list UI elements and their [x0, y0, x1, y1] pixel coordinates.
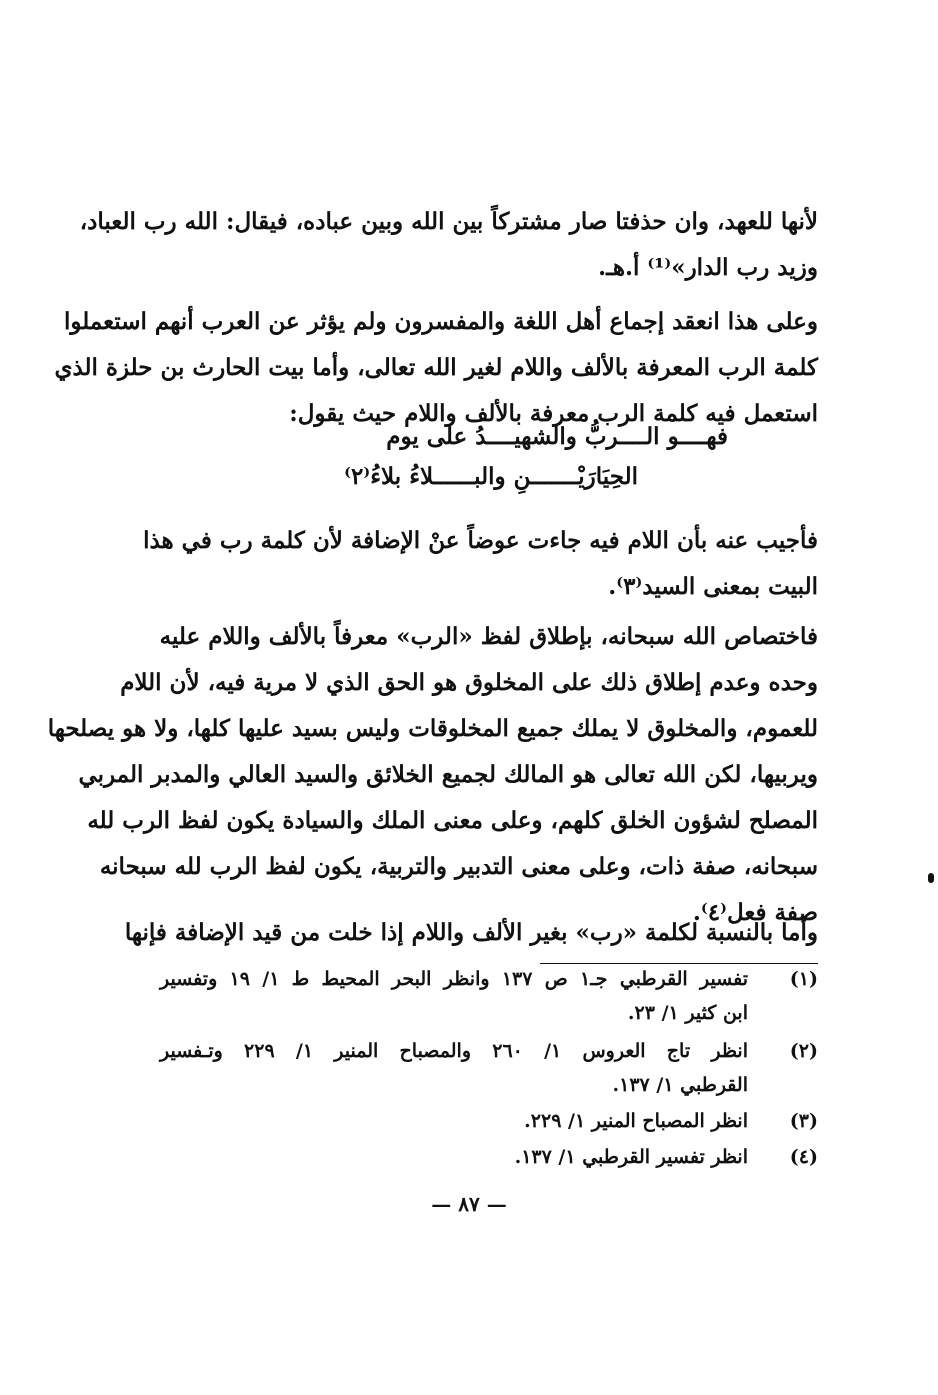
footnote-1 — [0, 962, 938, 1032]
footnote-text — [160, 1034, 748, 1102]
paragraph-5 — [124, 910, 818, 956]
text-line: وأما بالنسبة لكلمة «رب» بغير الألف واللام إذا خلت من قيد الإضافة فإنها — [124, 919, 818, 946]
footnote-number: (٢) — [789, 1040, 818, 1062]
paragraph-2 — [54, 299, 818, 437]
text-line: فأجيب عنه بأن اللام فيه جاءت عوضاً عنْ الإضافة لأن كلمة رب في هذا — [143, 527, 818, 554]
text-line: كلمة الرب المعرفة بالألف واللام لغير الله تعالى، وأما بيت الحارث بن حلزة الذي — [54, 354, 818, 381]
footnote-number: (٤) — [789, 1146, 818, 1168]
footnote-text — [160, 1140, 748, 1174]
verse-line-2: الحِيَارَيْـــــــنِ والبــــــلاءُ بلاءُ⁽٢⁾ — [344, 463, 638, 490]
footnote-line: ابن كثير ١/ ٢٣. — [627, 1002, 748, 1024]
footnote-line: انظر المصباح المنير ١/ ٢٢٩. — [524, 1110, 748, 1132]
text-line: للعموم، والمخلوق لا يملك جميع المخلوقات وليس بسيد عليها كلها، ولا هو يصلحها — [47, 715, 818, 742]
footnote-4 — [0, 1140, 938, 1176]
text-line: فاختصاص الله سبحانه، بإطلاق لفظ «الرب» معرفاً بالألف واللام عليه — [159, 623, 818, 650]
footnote-2 — [0, 1034, 938, 1104]
text-line: ويربيها، لكن الله تعالى هو المالك لجميع الخلائق والسيد العالي والمدبر المربي — [78, 761, 818, 788]
text-line: صفة فعل⁽٤⁾. — [692, 899, 818, 926]
text-line: لأنها للعهد، وان حذفتا صار مشتركاً بين الله وبين عباده، فيقال: الله رب العباد، — [79, 208, 818, 235]
text-line: سبحانه، صفة ذات، وعلى معنى التدبير والتربية، يكون لفظ الرب لله سبحانه — [99, 853, 818, 880]
text-line: البيت بمعنى السيد⁽٣⁾. — [608, 573, 818, 600]
paragraph-4 — [47, 614, 818, 936]
footnote-line: انظر تاج العروس ١/ ٢٦٠ والمصباح المنير ١/ ٢٢٩ وتـفسير — [160, 1040, 748, 1062]
scan-speck — [928, 873, 934, 883]
text-line: وزيد رب الدار»⁽¹⁾ أ.هـ. — [598, 254, 818, 281]
footnote-line: تفسير القرطبي جـ١ ص ١٣٧ وانظر البحر المحيط ط ١/ ١٩ وتفسير — [160, 968, 749, 990]
text-line: المصلح لشؤون الخلق كلهم، وعلى معنى الملك والسيادة يكون لفظ الرب لله — [87, 807, 818, 834]
footnote-number: (٣) — [789, 1110, 818, 1132]
text-line: استعمل فيه كلمة الرب معرفة بالألف واللام حيث يقول: — [289, 400, 818, 427]
footnote-line: القرطبي ١/ ١٣٧. — [612, 1074, 748, 1096]
footnote-3 — [0, 1104, 938, 1140]
footnote-line: انظر تفسير القرطبي ١/ ١٣٧. — [514, 1146, 748, 1168]
footnote-text — [160, 1104, 748, 1138]
text-line: وحده وعدم إطلاق ذلك على المخلوق هو الحق الذي لا مرية فيه، لأن اللام — [120, 669, 818, 696]
footnote-number: (١) — [789, 968, 818, 990]
paragraph-1 — [79, 199, 818, 291]
text-line: وعلى هذا انعقد إجماع أهل اللغة والمفسرون ولم يؤثر عن العرب أنهم استعملوا — [64, 308, 818, 335]
verse-line-1: فهــــو الــــربُّ والشهيــــدُ على يوم — [386, 423, 728, 450]
paragraph-3 — [143, 518, 818, 610]
page-number: — ٨٧ — — [431, 1192, 507, 1216]
footnote-text — [160, 962, 748, 1030]
